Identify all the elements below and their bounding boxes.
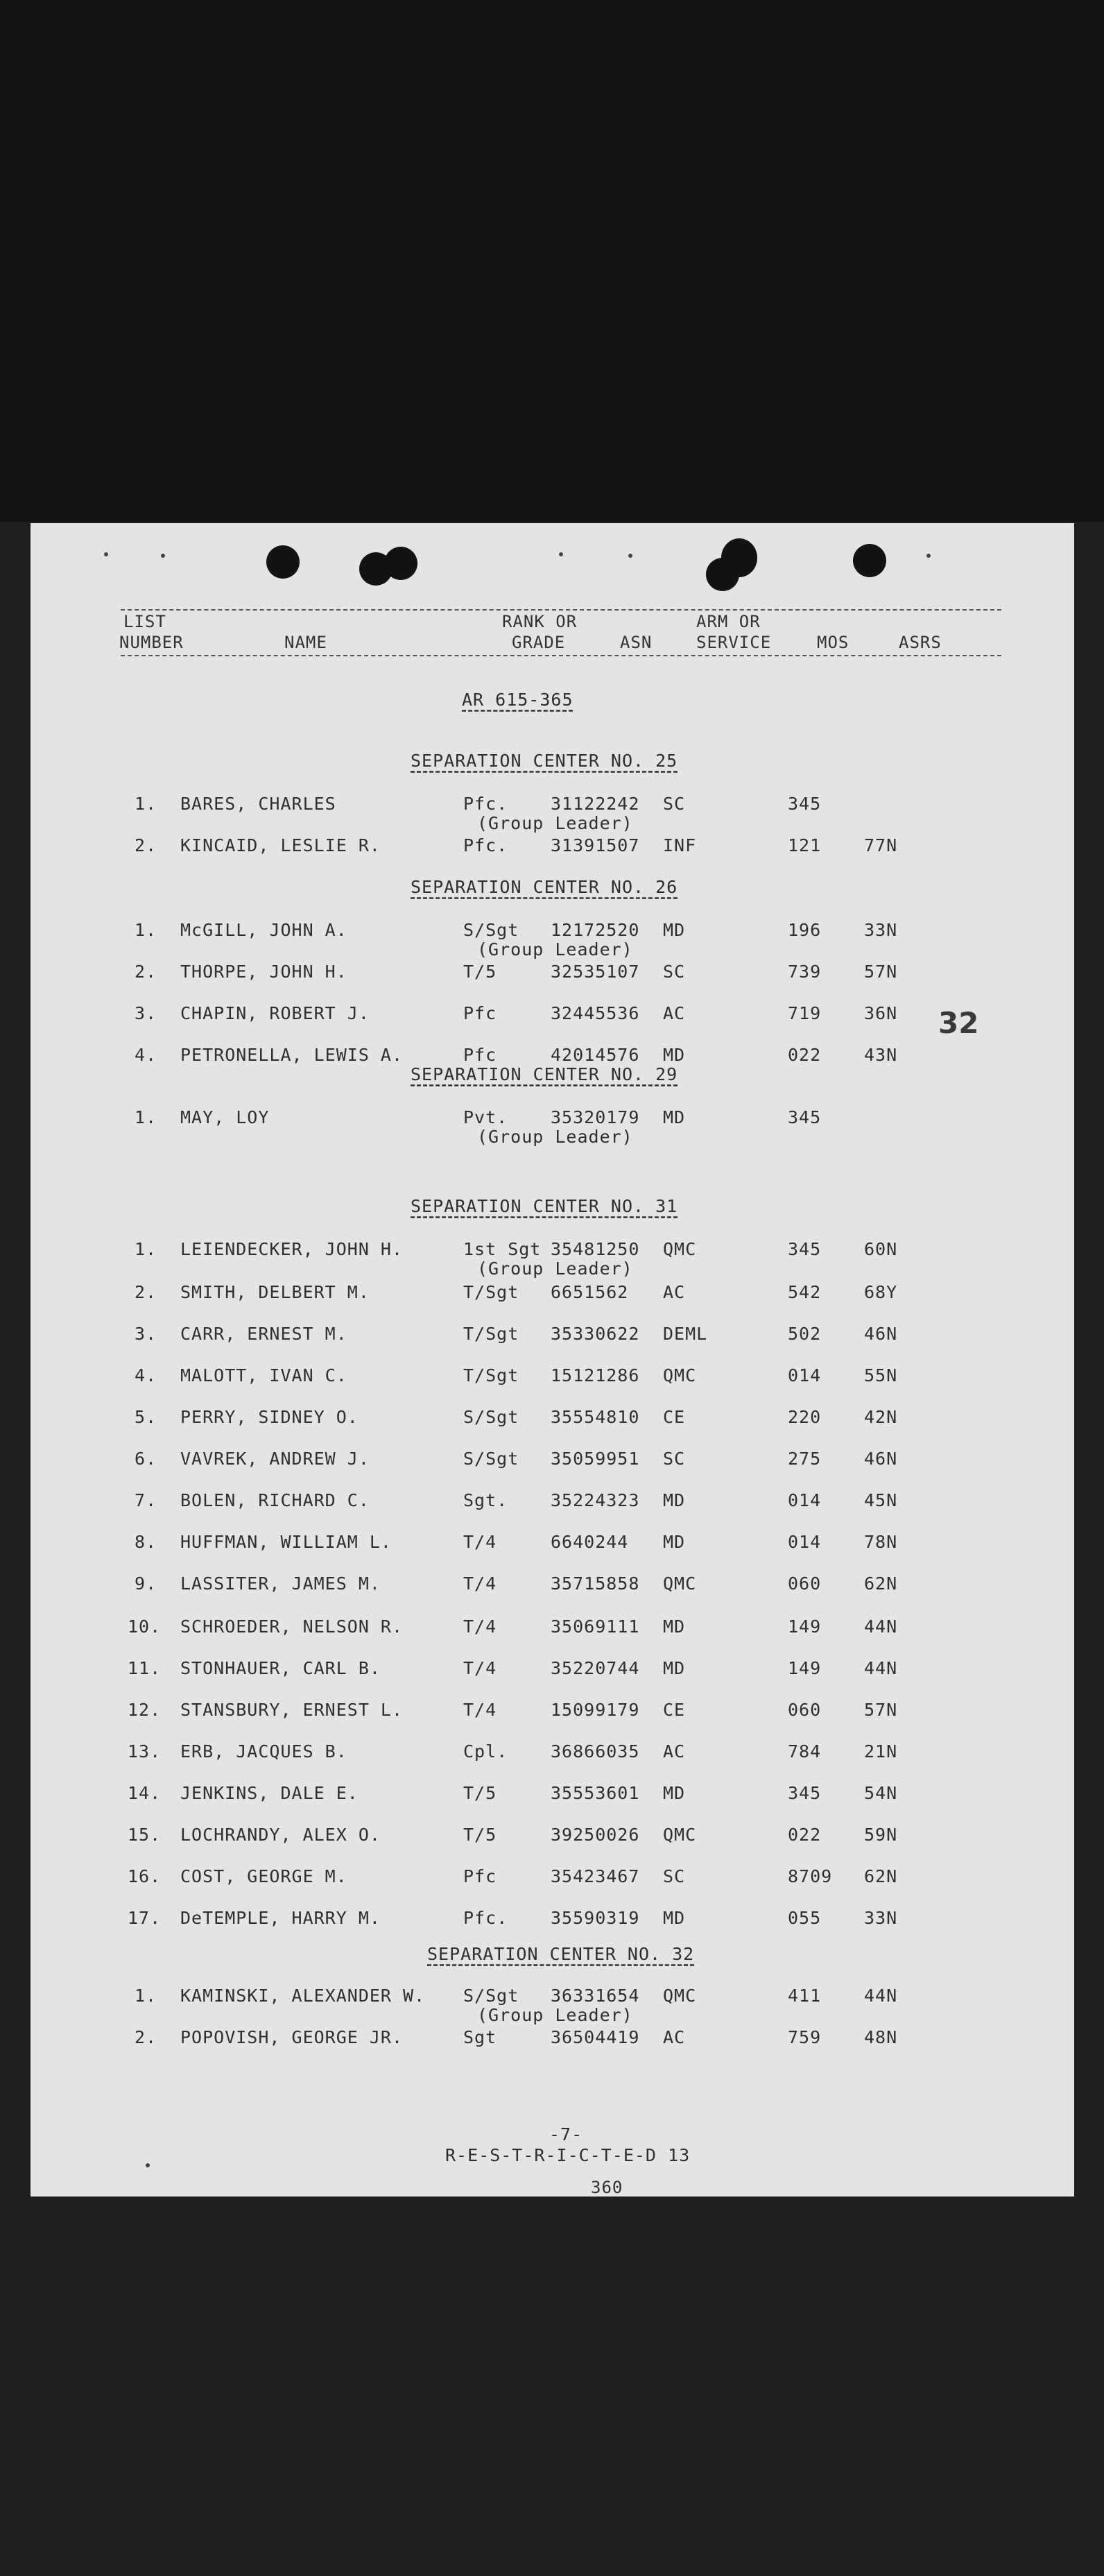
grade-cell: T/5 [463, 962, 497, 982]
header-grade-label: GRADE [512, 633, 566, 652]
name-cell: COST, GEORGE M. [180, 1866, 347, 1886]
table-row [31, 1866, 1074, 1908]
service-cell: QMC [663, 1825, 697, 1845]
table-row [31, 835, 1074, 877]
group-leader-note: (Group Leader) [477, 1259, 633, 1279]
asrs-cell: 62N [864, 1573, 898, 1594]
asn-cell: 35481250 [551, 1239, 640, 1259]
asn-cell: 31122242 [551, 794, 640, 814]
list-number-cell: 4. [135, 1365, 157, 1385]
service-cell: MD [663, 1658, 686, 1678]
list-number-cell: 2. [135, 2027, 157, 2047]
service-cell: DEML [663, 1324, 708, 1344]
table-row [31, 1741, 1074, 1783]
asrs-cell: 46N [864, 1449, 898, 1469]
table-row [31, 1658, 1074, 1700]
asn-cell: 36866035 [551, 1741, 640, 1762]
asrs-cell: 54N [864, 1783, 898, 1803]
asrs-cell: 36N [864, 1003, 898, 1023]
asn-cell: 35320179 [551, 1107, 640, 1127]
table-row [31, 794, 1074, 835]
document-page [31, 523, 1074, 2197]
asrs-cell: 68Y [864, 1282, 898, 1302]
list-number-cell: 3. [135, 1003, 157, 1023]
grade-cell: T/5 [463, 1825, 497, 1845]
mos-cell: 014 [788, 1532, 822, 1552]
asn-cell: 35553601 [551, 1783, 640, 1803]
header-rule-bottom [121, 655, 1001, 656]
service-cell: AC [663, 1282, 686, 1302]
service-cell: INF [663, 835, 697, 855]
asn-cell: 36504419 [551, 2027, 640, 2047]
speck [559, 552, 563, 556]
punch-hole [384, 547, 417, 580]
service-cell: SC [663, 1866, 686, 1886]
service-cell: QMC [663, 1365, 697, 1385]
header-rule-top [121, 609, 1001, 611]
asrs-cell: 45N [864, 1490, 898, 1510]
grade-cell: S/Sgt [463, 1986, 519, 2006]
table-row [31, 1003, 1074, 1045]
name-cell: PETRONELLA, LEWIS A. [180, 1045, 404, 1065]
asrs-cell: 44N [864, 1658, 898, 1678]
table-row [31, 1490, 1074, 1532]
section-title: SEPARATION CENTER NO. 31 [411, 1196, 678, 1216]
service-cell: MD [663, 1617, 686, 1637]
list-number-cell: 1. [135, 1986, 157, 2006]
asn-cell: 35423467 [551, 1866, 640, 1886]
grade-cell: Pvt. [463, 1107, 508, 1127]
asn-cell: 32445536 [551, 1003, 640, 1023]
table-row [31, 1617, 1074, 1658]
service-cell: AC [663, 1741, 686, 1762]
asn-cell: 6651562 [551, 1282, 629, 1302]
table-row [31, 1986, 1074, 2027]
grade-cell: Pfc [463, 1045, 497, 1065]
list-number-cell: 13. [128, 1741, 162, 1762]
grade-cell: T/4 [463, 1617, 497, 1637]
service-cell: MD [663, 1783, 686, 1803]
asrs-cell: 78N [864, 1532, 898, 1552]
asrs-cell: 42N [864, 1407, 898, 1427]
grade-cell: Pfc. [463, 794, 508, 814]
mos-cell: 345 [788, 1239, 822, 1259]
mos-cell: 784 [788, 1741, 822, 1762]
name-cell: LOCHRANDY, ALEX O. [180, 1825, 381, 1845]
asrs-cell: 48N [864, 2027, 898, 2047]
grade-cell: T/Sgt [463, 1365, 519, 1385]
service-cell: SC [663, 962, 686, 982]
asrs-cell: 46N [864, 1324, 898, 1344]
header-mos-label: MOS [817, 633, 849, 652]
list-number-cell: 14. [128, 1783, 162, 1803]
mos-cell: 759 [788, 2027, 822, 2047]
list-number-cell: 3. [135, 1324, 157, 1344]
table-row [31, 2027, 1074, 2069]
asrs-cell: 33N [864, 920, 898, 940]
name-cell: CHAPIN, ROBERT J. [180, 1003, 370, 1023]
asrs-cell: 57N [864, 1700, 898, 1720]
list-number-cell: 5. [135, 1407, 157, 1427]
name-cell: CARR, ERNEST M. [180, 1324, 347, 1344]
name-cell: HUFFMAN, WILLIAM L. [180, 1532, 392, 1552]
grade-cell: T/Sgt [463, 1282, 519, 1302]
grade-cell: Pfc [463, 1003, 497, 1023]
asn-cell: 12172520 [551, 920, 640, 940]
mos-cell: 345 [788, 1107, 822, 1127]
asrs-cell: 33N [864, 1908, 898, 1928]
list-number-cell: 17. [128, 1908, 162, 1928]
asn-cell: 35224323 [551, 1490, 640, 1510]
table-row [31, 1282, 1074, 1324]
asrs-cell: 62N [864, 1866, 898, 1886]
header-asrs-label: ASRS [899, 633, 942, 652]
group-leader-note: (Group Leader) [477, 813, 633, 833]
name-cell: ERB, JACQUES B. [180, 1741, 347, 1762]
name-cell: SCHROEDER, NELSON R. [180, 1617, 404, 1637]
name-cell: LASSITER, JAMES M. [180, 1573, 381, 1594]
header-asn-label: ASN [620, 633, 653, 652]
mos-cell: 502 [788, 1324, 822, 1344]
name-cell: STONHAUER, CARL B. [180, 1658, 381, 1678]
asrs-cell: 59N [864, 1825, 898, 1845]
mos-cell: 014 [788, 1490, 822, 1510]
list-number-cell: 7. [135, 1490, 157, 1510]
service-cell: AC [663, 1003, 686, 1023]
table-row [31, 1908, 1074, 1950]
stamp-number: 360 [591, 2178, 623, 2197]
table-row [31, 1324, 1074, 1365]
name-cell: SMITH, DELBERT M. [180, 1282, 370, 1302]
speck [146, 2163, 150, 2167]
table-row [31, 1407, 1074, 1449]
table-row [31, 962, 1074, 1003]
grade-cell: Sgt [463, 2027, 497, 2047]
table-row [31, 1573, 1074, 1615]
mos-cell: 022 [788, 1045, 822, 1065]
table-row [31, 1449, 1074, 1490]
list-number-cell: 2. [135, 1282, 157, 1302]
mos-cell: 739 [788, 962, 822, 982]
mos-cell: 345 [788, 794, 822, 814]
name-cell: VAVREK, ANDREW J. [180, 1449, 370, 1469]
header-rank-label: RANK OR [502, 612, 578, 631]
header-list-label: LIST [123, 612, 166, 631]
list-number-cell: 8. [135, 1532, 157, 1552]
service-cell: CE [663, 1407, 686, 1427]
name-cell: McGILL, JOHN A. [180, 920, 347, 940]
service-cell: MD [663, 920, 686, 940]
service-cell: MD [663, 1045, 686, 1065]
list-number-cell: 11. [128, 1658, 162, 1678]
asrs-cell: 55N [864, 1365, 898, 1385]
asn-cell: 35554810 [551, 1407, 640, 1427]
asrs-cell: 44N [864, 1617, 898, 1637]
mos-cell: 411 [788, 1986, 822, 2006]
classification-marking: R-E-S-T-R-I-C-T-E-D 13 [445, 2145, 691, 2165]
mos-cell: 719 [788, 1003, 822, 1023]
group-leader-note: (Group Leader) [477, 1127, 633, 1147]
grade-cell: Pfc [463, 1866, 497, 1886]
list-number-cell: 6. [135, 1449, 157, 1469]
grade-cell: Sgt. [463, 1490, 508, 1510]
service-cell: MD [663, 1908, 686, 1928]
table-row [31, 1825, 1074, 1866]
asn-cell: 42014576 [551, 1045, 640, 1065]
name-cell: BARES, CHARLES [180, 794, 336, 814]
name-cell: THORPE, JOHN H. [180, 962, 347, 982]
punch-hole [853, 544, 886, 577]
asrs-cell: 77N [864, 835, 898, 855]
name-cell: POPOVISH, GEORGE JR. [180, 2027, 404, 2047]
list-number-cell: 1. [135, 794, 157, 814]
grade-cell: T/4 [463, 1700, 497, 1720]
name-cell: PERRY, SIDNEY O. [180, 1407, 359, 1427]
asn-cell: 35330622 [551, 1324, 640, 1344]
mos-cell: 060 [788, 1700, 822, 1720]
section-title: SEPARATION CENTER NO. 25 [411, 751, 678, 771]
section-title: SEPARATION CENTER NO. 29 [411, 1064, 678, 1084]
list-number-cell: 4. [135, 1045, 157, 1065]
service-cell: QMC [663, 1239, 697, 1259]
service-cell: MD [663, 1107, 686, 1127]
table-row [31, 1783, 1074, 1825]
speck [161, 554, 165, 558]
mos-cell: 014 [788, 1365, 822, 1385]
mos-cell: 542 [788, 1282, 822, 1302]
asn-cell: 35069111 [551, 1617, 640, 1637]
name-cell: KAMINSKI, ALEXANDER W. [180, 1986, 426, 2006]
service-cell: AC [663, 2027, 686, 2047]
name-cell: JENKINS, DALE E. [180, 1783, 359, 1803]
service-cell: SC [663, 794, 686, 814]
scan-background [0, 0, 1104, 522]
grade-cell: Cpl. [463, 1741, 508, 1762]
asn-cell: 31391507 [551, 835, 640, 855]
mos-cell: 022 [788, 1825, 822, 1845]
asn-cell: 15121286 [551, 1365, 640, 1385]
grade-cell: T/4 [463, 1573, 497, 1594]
list-number-cell: 16. [128, 1866, 162, 1886]
mos-cell: 149 [788, 1617, 822, 1637]
asn-cell: 35715858 [551, 1573, 640, 1594]
table-row [31, 920, 1074, 962]
asrs-cell: 57N [864, 962, 898, 982]
list-number-cell: 2. [135, 835, 157, 855]
header-number-label: NUMBER [119, 633, 184, 652]
asrs-cell: 44N [864, 1986, 898, 2006]
asn-cell: 6640244 [551, 1532, 629, 1552]
regulation-reference: AR 615-365 [462, 690, 573, 710]
service-cell: QMC [663, 1573, 697, 1594]
speck [926, 554, 931, 558]
asrs-cell: 21N [864, 1741, 898, 1762]
mos-cell: 345 [788, 1783, 822, 1803]
name-cell: STANSBURY, ERNEST L. [180, 1700, 404, 1720]
table-row [31, 1239, 1074, 1281]
mos-cell: 060 [788, 1573, 822, 1594]
name-cell: KINCAID, LESLIE R. [180, 835, 381, 855]
grade-cell: T/4 [463, 1658, 497, 1678]
name-cell: MAY, LOY [180, 1107, 270, 1127]
mos-cell: 220 [788, 1407, 822, 1427]
margin-number: 32 [938, 1006, 979, 1040]
grade-cell: T/Sgt [463, 1324, 519, 1344]
list-number-cell: 9. [135, 1573, 157, 1594]
mos-cell: 055 [788, 1908, 822, 1928]
asn-cell: 35220744 [551, 1658, 640, 1678]
service-cell: SC [663, 1449, 686, 1469]
header-service-label: SERVICE [696, 633, 772, 652]
grade-cell: Pfc. [463, 835, 508, 855]
punch-hole [706, 558, 739, 591]
grade-cell: S/Sgt [463, 920, 519, 940]
list-number-cell: 2. [135, 962, 157, 982]
mos-cell: 8709 [788, 1866, 833, 1886]
grade-cell: S/Sgt [463, 1407, 519, 1427]
list-number-cell: 1. [135, 1239, 157, 1259]
mos-cell: 121 [788, 835, 822, 855]
name-cell: LEIENDECKER, JOHN H. [180, 1239, 404, 1259]
grade-cell: S/Sgt [463, 1449, 519, 1469]
table-row [31, 1365, 1074, 1407]
table-row [31, 1700, 1074, 1741]
table-row [31, 1107, 1074, 1149]
table-row [31, 1532, 1074, 1573]
mos-cell: 275 [788, 1449, 822, 1469]
header-name-label: NAME [284, 633, 327, 652]
mos-cell: 196 [788, 920, 822, 940]
mos-cell: 149 [788, 1658, 822, 1678]
speck [104, 552, 108, 556]
page-number: -7- [549, 2124, 583, 2144]
grade-cell: T/4 [463, 1532, 497, 1552]
section-title: SEPARATION CENTER NO. 32 [427, 1944, 695, 1964]
speck [628, 554, 632, 558]
name-cell: BOLEN, RICHARD C. [180, 1490, 370, 1510]
group-leader-note: (Group Leader) [477, 939, 633, 959]
asn-cell: 35590319 [551, 1908, 640, 1928]
asrs-cell: 43N [864, 1045, 898, 1065]
section-title: SEPARATION CENTER NO. 26 [411, 877, 678, 897]
list-number-cell: 1. [135, 1107, 157, 1127]
asn-cell: 36331654 [551, 1986, 640, 2006]
group-leader-note: (Group Leader) [477, 2005, 633, 2025]
asrs-cell: 60N [864, 1239, 898, 1259]
asn-cell: 35059951 [551, 1449, 640, 1469]
service-cell: MD [663, 1490, 686, 1510]
grade-cell: T/5 [463, 1783, 497, 1803]
asn-cell: 32535107 [551, 962, 640, 982]
header-arm-label: ARM OR [696, 612, 761, 631]
list-number-cell: 12. [128, 1700, 162, 1720]
grade-cell: 1st Sgt [463, 1239, 542, 1259]
punch-hole [266, 545, 300, 579]
list-number-cell: 15. [128, 1825, 162, 1845]
asn-cell: 15099179 [551, 1700, 640, 1720]
service-cell: QMC [663, 1986, 697, 2006]
name-cell: MALOTT, IVAN C. [180, 1365, 347, 1385]
grade-cell: Pfc. [463, 1908, 508, 1928]
service-cell: MD [663, 1532, 686, 1552]
list-number-cell: 10. [128, 1617, 162, 1637]
service-cell: CE [663, 1700, 686, 1720]
list-number-cell: 1. [135, 920, 157, 940]
name-cell: DeTEMPLE, HARRY M. [180, 1908, 381, 1928]
asn-cell: 39250026 [551, 1825, 640, 1845]
